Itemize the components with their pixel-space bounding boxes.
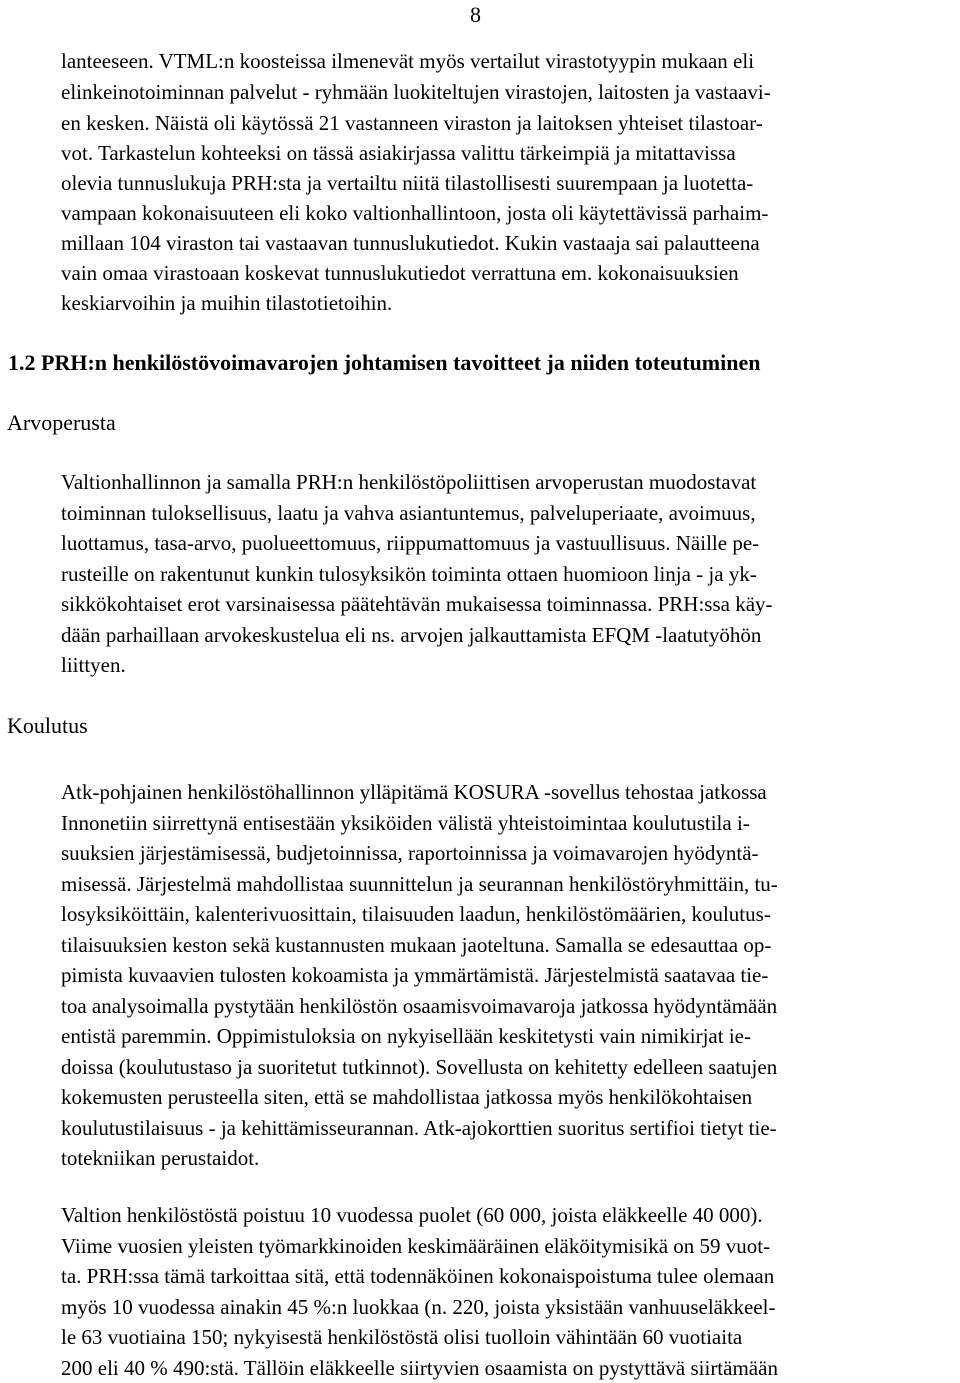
text-line: myös 10 vuodessa ainakin 45 %:n luokkaa (n. 220, joista yksistään vanhuuseläkkeel-	[61, 1292, 941, 1323]
text-line: doissa (koulutustaso ja suoritetut tutkinnot). Sovellusta on kehitetty edelleen saatujen	[61, 1052, 941, 1083]
text-line: olevia tunnuslukuja PRH:sta ja vertailtu niitä tilastollisesti suurempaan ja luotetta-	[61, 168, 941, 198]
text-line: vain omaa virastoaan koskevat tunnuslukutiedot verrattuna em. kokonaisuuksien	[61, 258, 941, 288]
koulutus-paragraph-2	[61, 1200, 941, 1383]
text-line: elinkeinotoiminnan palvelut - ryhmään luokiteltujen virastojen, laitosten ja vastaavi-	[61, 77, 941, 108]
text-line: ta. PRH:ssa tämä tarkoittaa sitä, että todennäköinen kokonaispoistuma tulee olemaan	[61, 1261, 941, 1292]
arvoperusta-paragraph	[61, 467, 941, 681]
section-heading: 1.2 PRH:n henkilöstövoimavarojen johtamisen tavoitteet ja niiden toteutuminen	[8, 346, 760, 380]
text-line: losyksiköittäin, kalenterivuosittain, tilaisuuden laadun, henkilöstömäärien, koulutus-	[61, 899, 941, 930]
text-line: 200 eli 40 % 490:stä. Tällöin eläkkeelle siirtyvien osaamista on pystyttävä siirtämään	[61, 1353, 941, 1383]
text-line: vampaan kokonaisuuteen eli koko valtionhallintoon, josta oli käytettävissä parhaim-	[61, 198, 941, 228]
text-line: lanteeseen. VTML:n koosteissa ilmenevät myös vertailut virastotyypin mukaan eli	[61, 46, 941, 77]
text-line: suuksien järjestämisessä, budjetoinnissa, raportoinnissa ja voimavarojen hyödyntä-	[61, 838, 941, 869]
page-number: 8	[470, 2, 481, 28]
text-line: toa analysoimalla pystytään henkilöstön osaamisvoimavaroja jatkossa hyödyntämään	[61, 991, 941, 1022]
text-line: Valtion henkilöstöstä poistuu 10 vuodessa puolet (60 000, joista eläkkeelle 40 000).	[61, 1200, 941, 1231]
text-line: luottamus, tasa-arvo, puolueettomuus, riippumattomuus ja vastuullisuus. Näille pe-	[61, 528, 941, 559]
text-line: keskiarvoihin ja muihin tilastotietoihin.	[61, 288, 941, 318]
text-line: Atk-pohjainen henkilöstöhallinnon ylläpitämä KOSURA -sovellus tehostaa jatkossa	[61, 777, 941, 808]
text-line: Innonetiin siirrettynä entisestään yksiköiden välistä yhteistoimintaa koulutustila i-	[61, 808, 941, 839]
side-label-koulutus: Koulutus	[7, 711, 88, 741]
text-line: liittyen.	[61, 650, 941, 681]
text-line: rusteille on rakentunut kunkin tulosyksikön toiminta ottaen huomioon linja - ja yk-	[61, 559, 941, 590]
text-line: Viime vuosien yleisten työmarkkinoiden keskimääräinen eläköitymisikä on 59 vuot-	[61, 1231, 941, 1262]
koulutus-paragraph-1	[61, 777, 941, 1174]
intro-paragraph-part-2	[61, 138, 941, 318]
text-line: en kesken. Näistä oli käytössä 21 vastanneen viraston ja laitoksen yhteiset tilastoar-	[61, 108, 941, 139]
text-line: kokemusten perusteella siten, että se mahdollistaa jatkossa myös henkilökohtaisen	[61, 1082, 941, 1113]
text-line: sikkökohtaiset erot varsinaisessa päätehtävän mukaisessa toiminnassa. PRH:ssa käy-	[61, 589, 941, 620]
text-line: vot. Tarkastelun kohteeksi on tässä asiakirjassa valittu tärkeimpiä ja mitattavissa	[61, 138, 941, 168]
text-line: pimista kuvaavien tulosten kokoamista ja ymmärtämistä. Järjestelmistä saatavaa tie-	[61, 960, 941, 991]
text-line: totekniikan perustaidot.	[61, 1143, 941, 1174]
text-line: Valtionhallinnon ja samalla PRH:n henkilöstöpoliittisen arvoperustan muodostavat	[61, 467, 941, 498]
text-line: dään parhaillaan arvokeskustelua eli ns. arvojen jalkauttamista EFQM -laatutyöhön	[61, 620, 941, 651]
text-line: entistä paremmin. Oppimistuloksia on nykyisellään keskitetysti vain nimikirjat ie-	[61, 1021, 941, 1052]
text-line: millaan 104 viraston tai vastaavan tunnuslukutiedot. Kukin vastaaja sai palautteena	[61, 228, 941, 258]
intro-paragraph-part-1	[61, 46, 941, 139]
text-line: le 63 vuotiaina 150; nykyisestä henkilöstöstä olisi tuolloin vähintään 60 vuotiaita	[61, 1322, 941, 1353]
text-line: toiminnan tuloksellisuus, laatu ja vahva asiantuntemus, palveluperiaate, avoimuus,	[61, 498, 941, 529]
text-line: koulutustilaisuus - ja kehittämisseurannan. Atk-ajokorttien suoritus sertifioi tietyt tie-	[61, 1113, 941, 1144]
side-label-arvoperusta: Arvoperusta	[7, 408, 116, 438]
text-line: misessä. Järjestelmä mahdollistaa suunnittelun ja seurannan henkilöstöryhmittäin, tu-	[61, 869, 941, 900]
text-line: tilaisuuksien keston sekä kustannusten mukaan jaoteltuna. Samalla se edesauttaa op-	[61, 930, 941, 961]
